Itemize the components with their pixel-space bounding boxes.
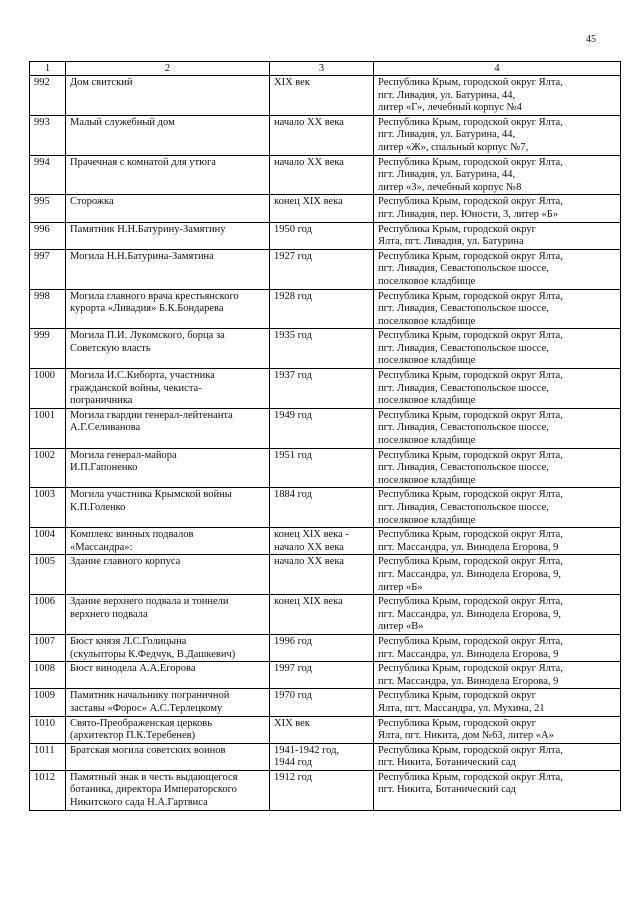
- dating-cell: [270, 488, 374, 528]
- address-cell: [374, 743, 621, 770]
- column-header-1: 1: [30, 62, 66, 76]
- row-number-cell: 1012: [30, 770, 66, 810]
- dating-line: 1970 год: [274, 690, 312, 702]
- address-line: Республика Крым, городской округ Ялта,: [378, 744, 563, 756]
- address-cell: [374, 369, 621, 409]
- address-line: пгт. Ливадия, пер. Юности, 3, литер «Б»: [378, 208, 559, 220]
- address-cell: [374, 195, 621, 222]
- object-name-line: (архитектор П.К.Теребенев): [70, 730, 196, 742]
- table-row: [30, 195, 621, 222]
- address-line: Республика Крым, городской округ Ялта,: [378, 156, 563, 168]
- object-name-line: пограничника: [70, 395, 133, 407]
- address-line: Республика Крым, городской округ Ялта,: [378, 409, 563, 421]
- object-name-cell: [66, 115, 270, 155]
- address-line: пгт. Никита, Ботанический сад: [378, 784, 516, 796]
- object-name-line: А.Г.Селиванова: [70, 422, 141, 434]
- dating-line: 1950 год: [274, 223, 312, 235]
- object-name-cell: [66, 155, 270, 195]
- object-name-line: Свято-Преображенская церковь: [70, 717, 213, 729]
- address-cell: [374, 115, 621, 155]
- object-name-line: (скульпторы К.Федчук, В.Дашкевич): [70, 648, 236, 660]
- column-header-3: 3: [270, 62, 374, 76]
- address-cell: [374, 555, 621, 595]
- object-name-cell: [66, 408, 270, 448]
- dating-cell: [270, 115, 374, 155]
- address-line: Республика Крым, городской округ Ялта,: [378, 529, 563, 541]
- dating-line: 1937 год: [274, 370, 312, 382]
- dating-line: 1997 год: [274, 663, 312, 675]
- address-line: пгт. Массандра, ул. Винодела Егорова, 9,: [378, 568, 562, 580]
- dating-cell: [270, 249, 374, 289]
- address-line: пгт. Ливадия, ул. Батурина, 44,: [378, 89, 516, 101]
- address-line: Республика Крым, городской округ Ялта,: [378, 116, 563, 128]
- table-row: [30, 222, 621, 249]
- row-number-cell: 1003: [30, 488, 66, 528]
- table-row: [30, 448, 621, 488]
- table-row: [30, 716, 621, 743]
- table-row: [30, 689, 621, 716]
- object-name-line: Памятник начальнику пограничной: [70, 690, 230, 702]
- dating-cell: [270, 689, 374, 716]
- dating-line: 1928 год: [274, 290, 312, 302]
- address-line: поселковое кладбище: [378, 474, 476, 486]
- address-line: Республика Крым, городской округ Ялта,: [378, 556, 563, 568]
- object-name-line: К.П.Голенко: [70, 502, 126, 513]
- address-cell: [374, 634, 621, 661]
- dating-line: 1935 год: [274, 330, 312, 342]
- dating-line: начало XX века: [274, 116, 344, 128]
- object-name-cell: [66, 488, 270, 528]
- row-number-cell: 1005: [30, 555, 66, 595]
- table-row: [30, 369, 621, 409]
- object-name-cell: [66, 448, 270, 488]
- address-line: Республика Крым, городской округ Ялта,: [378, 196, 563, 208]
- address-line: Республика Крым, городской округ: [378, 690, 536, 702]
- object-name-cell: [66, 76, 270, 116]
- table-row: [30, 662, 621, 689]
- address-line: Ялта, пгт. Массандра, ул. Мухина, 21: [378, 702, 545, 714]
- table-row: [30, 76, 621, 116]
- dating-line: начало XX века: [274, 556, 344, 568]
- object-name-line: гражданской войны, чекиста-: [70, 382, 202, 394]
- address-line: Республика Крым, городской округ Ялта,: [378, 250, 563, 262]
- dating-cell: [270, 595, 374, 635]
- dating-cell: [270, 76, 374, 116]
- address-line: поселковое кладбище: [378, 435, 476, 447]
- object-name-cell: [66, 528, 270, 555]
- object-name-line: Могила участника Крымской войны: [70, 489, 232, 501]
- address-cell: [374, 155, 621, 195]
- object-name-line: Малый служебный дом: [70, 116, 175, 128]
- page-number: 45: [586, 34, 596, 45]
- address-line: пгт. Ливадия, Севастопольское шоссе,: [378, 342, 549, 354]
- address-line: поселковое кладбище: [378, 395, 476, 407]
- address-cell: [374, 289, 621, 329]
- address-line: Ялта, пгт. Никита, дом №63, литер «А»: [378, 730, 554, 742]
- address-line: Республика Крым, городской округ Ялта,: [378, 290, 563, 302]
- dating-cell: [270, 555, 374, 595]
- object-name-line: курорта «Ливадия» Б.К.Бондарева: [70, 303, 224, 315]
- address-line: Республика Крым, городской округ: [378, 223, 536, 235]
- table-row: [30, 249, 621, 289]
- address-line: Республика Крым, городской округ: [378, 717, 536, 729]
- address-line: пгт. Ливадия, ул. Батурина, 44,: [378, 169, 516, 181]
- row-number-cell: 1009: [30, 689, 66, 716]
- object-name-cell: [66, 249, 270, 289]
- address-line: пгт. Массандра, ул. Винодела Егорова, 9: [378, 648, 559, 660]
- row-number-cell: 1000: [30, 369, 66, 409]
- address-cell: [374, 249, 621, 289]
- address-cell: [374, 408, 621, 448]
- address-line: литер «З», лечебный корпус №8: [378, 181, 522, 193]
- object-name-cell: [66, 195, 270, 222]
- object-name-line: Здание главного корпуса: [70, 556, 181, 568]
- object-name-line: верхнего подвала: [70, 608, 148, 620]
- dating-cell: [270, 770, 374, 810]
- address-line: Ялта, пгт. Ливадия, ул. Батурина: [378, 236, 524, 248]
- table-row: [30, 770, 621, 810]
- object-name-line: Бюст князя Л.С.Голицына: [70, 635, 187, 647]
- row-number-cell: 1007: [30, 634, 66, 661]
- table-row: [30, 555, 621, 595]
- object-name-line: Могила главного врача крестьянского: [70, 290, 239, 302]
- dating-cell: [270, 743, 374, 770]
- address-cell: [374, 222, 621, 249]
- row-number-cell: 1002: [30, 448, 66, 488]
- dating-line: 1951 год: [274, 449, 312, 461]
- row-number-cell: 993: [30, 115, 66, 155]
- address-line: литер «Б»: [378, 581, 423, 593]
- object-name-cell: [66, 689, 270, 716]
- object-name-line: Дом свитский: [70, 77, 133, 88]
- row-number-cell: 1010: [30, 716, 66, 743]
- column-header-4: 4: [374, 62, 621, 76]
- row-number-cell: 992: [30, 76, 66, 116]
- object-name-cell: [66, 289, 270, 329]
- address-cell: [374, 716, 621, 743]
- row-number-cell: 997: [30, 249, 66, 289]
- table-row: [30, 115, 621, 155]
- address-line: пгт. Никита, Ботанический сад: [378, 757, 516, 769]
- dating-cell: [270, 369, 374, 409]
- address-line: пгт. Массандра, ул. Винодела Егорова, 9: [378, 675, 559, 687]
- dating-line: конец XIX века: [274, 196, 343, 208]
- object-name-cell: [66, 222, 270, 249]
- address-line: литер «Ж», спальный корпус №7,: [378, 141, 529, 153]
- address-line: Республика Крым, городской округ Ялта,: [378, 596, 563, 608]
- object-name-line: Памятник Н.Н.Батурину-Замятину: [70, 223, 226, 235]
- address-line: поселковое кладбище: [378, 315, 476, 327]
- object-name-line: Могила И.С.Киборта, участника: [70, 370, 215, 382]
- dating-cell: [270, 329, 374, 369]
- address-line: пгт. Массандра, ул. Винодела Егорова, 9: [378, 541, 559, 553]
- address-cell: [374, 76, 621, 116]
- object-name-line: Сторожка: [70, 196, 114, 208]
- table-row: [30, 289, 621, 329]
- address-line: литер «В»: [378, 621, 424, 633]
- object-name-cell: [66, 770, 270, 810]
- address-line: Республика Крым, городской округ Ялта,: [378, 449, 563, 461]
- address-line: пгт. Ливадия, Севастопольское шоссе,: [378, 263, 549, 275]
- object-name-cell: [66, 369, 270, 409]
- row-number-cell: 1008: [30, 662, 66, 689]
- address-cell: [374, 770, 621, 810]
- dating-cell: [270, 716, 374, 743]
- object-name-cell: [66, 329, 270, 369]
- object-name-line: Никитского сада Н.А.Гартвиса: [70, 797, 208, 809]
- dating-cell: [270, 155, 374, 195]
- address-cell: [374, 448, 621, 488]
- dating-line: 1927 год: [274, 250, 312, 262]
- object-name-cell: [66, 634, 270, 661]
- object-name-line: Могила генерал-майора: [70, 449, 177, 461]
- object-name-cell: [66, 555, 270, 595]
- table-row: [30, 329, 621, 369]
- dating-line: 1884 год: [274, 489, 312, 501]
- row-number-cell: 994: [30, 155, 66, 195]
- object-name-cell: [66, 662, 270, 689]
- dating-line: начало XX века: [274, 541, 344, 553]
- object-name-line: Советскую власть: [70, 342, 151, 354]
- address-line: поселковое кладбище: [378, 275, 476, 287]
- dating-line: 1949 год: [274, 409, 312, 421]
- object-name-line: Бюст винодела А.А.Егорова: [70, 663, 196, 675]
- address-line: Республика Крым, городской округ Ялта,: [378, 635, 563, 647]
- address-line: пгт. Ливадия, Севастопольское шоссе,: [378, 502, 549, 513]
- row-number-cell: 1001: [30, 408, 66, 448]
- address-line: Республика Крым, городской округ Ялта,: [378, 330, 563, 342]
- table-row: [30, 488, 621, 528]
- table-body: [30, 76, 621, 811]
- dating-cell: [270, 408, 374, 448]
- object-name-line: Памятный знак в честь выдающегося: [70, 771, 238, 783]
- address-line: Республика Крым, городской округ Ялта,: [378, 77, 563, 88]
- object-name-cell: [66, 595, 270, 635]
- dating-cell: [270, 662, 374, 689]
- row-number-cell: 1011: [30, 743, 66, 770]
- object-name-cell: [66, 716, 270, 743]
- object-name-line: Здание верхнего подвала и тоннели: [70, 596, 229, 608]
- address-line: пгт. Ливадия, Севастопольское шоссе,: [378, 303, 549, 315]
- table-row: [30, 743, 621, 770]
- address-line: Республика Крым, городской округ Ялта,: [378, 370, 563, 382]
- address-line: поселковое кладбище: [378, 355, 476, 367]
- address-line: пгт. Ливадия, ул. Батурина, 44,: [378, 129, 516, 141]
- address-line: пгт. Ливадия, Севастопольское шоссе,: [378, 382, 549, 394]
- header-row: [30, 62, 621, 76]
- dating-cell: [270, 195, 374, 222]
- address-line: литер «Г», лечебный корпус №4: [378, 102, 522, 114]
- dating-cell: [270, 634, 374, 661]
- dating-cell: [270, 289, 374, 329]
- dating-line: 1944 год: [274, 757, 312, 769]
- dating-line: XIX век: [274, 717, 310, 729]
- object-name-cell: [66, 743, 270, 770]
- address-cell: [374, 488, 621, 528]
- object-name-line: Могила П.И. Лукомского, борца за: [70, 330, 225, 342]
- row-number-cell: 1006: [30, 595, 66, 635]
- row-number-cell: 996: [30, 222, 66, 249]
- address-line: пгт. Ливадия, Севастопольское шоссе,: [378, 422, 549, 434]
- dating-cell: [270, 222, 374, 249]
- table-row: [30, 408, 621, 448]
- dating-line: 1941-1942 год,: [274, 744, 340, 756]
- object-name-line: Братская могила советских воинов: [70, 744, 226, 756]
- dating-cell: [270, 448, 374, 488]
- address-line: пгт. Массандра, ул. Винодела Егорова, 9,: [378, 608, 562, 620]
- table-row: [30, 634, 621, 661]
- row-number-cell: 999: [30, 329, 66, 369]
- object-name-line: Могила гвардии генерал-лейтенанта: [70, 409, 233, 421]
- dating-line: 1912 год: [274, 771, 312, 783]
- table-row: [30, 595, 621, 635]
- row-number-cell: 998: [30, 289, 66, 329]
- heritage-register-table: [29, 61, 621, 811]
- table-row: [30, 155, 621, 195]
- column-header-2: 2: [66, 62, 270, 76]
- address-cell: [374, 528, 621, 555]
- address-line: поселковое кладбище: [378, 514, 476, 526]
- row-number-cell: 1004: [30, 528, 66, 555]
- object-name-line: «Массандра»:: [70, 541, 133, 553]
- object-name-line: И.П.Гапоненко: [70, 462, 138, 474]
- dating-line: конец XIX века: [274, 596, 343, 608]
- address-cell: [374, 329, 621, 369]
- address-line: Республика Крым, городской округ Ялта,: [378, 489, 563, 501]
- dating-line: XIX век: [274, 77, 310, 88]
- dating-cell: [270, 528, 374, 555]
- object-name-line: Могила Н.Н.Батурина-Замятина: [70, 250, 214, 262]
- address-line: Республика Крым, городской округ Ялта,: [378, 663, 563, 675]
- dating-line: 1996 год: [274, 635, 312, 647]
- address-cell: [374, 662, 621, 689]
- address-line: Республика Крым, городской округ Ялта,: [378, 771, 563, 783]
- object-name-line: ботаника, директора Императорского: [70, 784, 237, 796]
- table-row: [30, 528, 621, 555]
- row-number-cell: 995: [30, 195, 66, 222]
- dating-line: начало XX века: [274, 156, 344, 168]
- object-name-line: Комплекс винных подвалов: [70, 529, 194, 541]
- address-cell: [374, 595, 621, 635]
- address-line: пгт. Ливадия, Севастопольское шоссе,: [378, 462, 549, 474]
- object-name-line: Прачечная с комнатой для утюга: [70, 156, 216, 168]
- dating-line: конец XIX века -: [274, 529, 349, 541]
- object-name-line: заставы «Форос» А.С.Терлецкому: [70, 702, 223, 714]
- address-cell: [374, 689, 621, 716]
